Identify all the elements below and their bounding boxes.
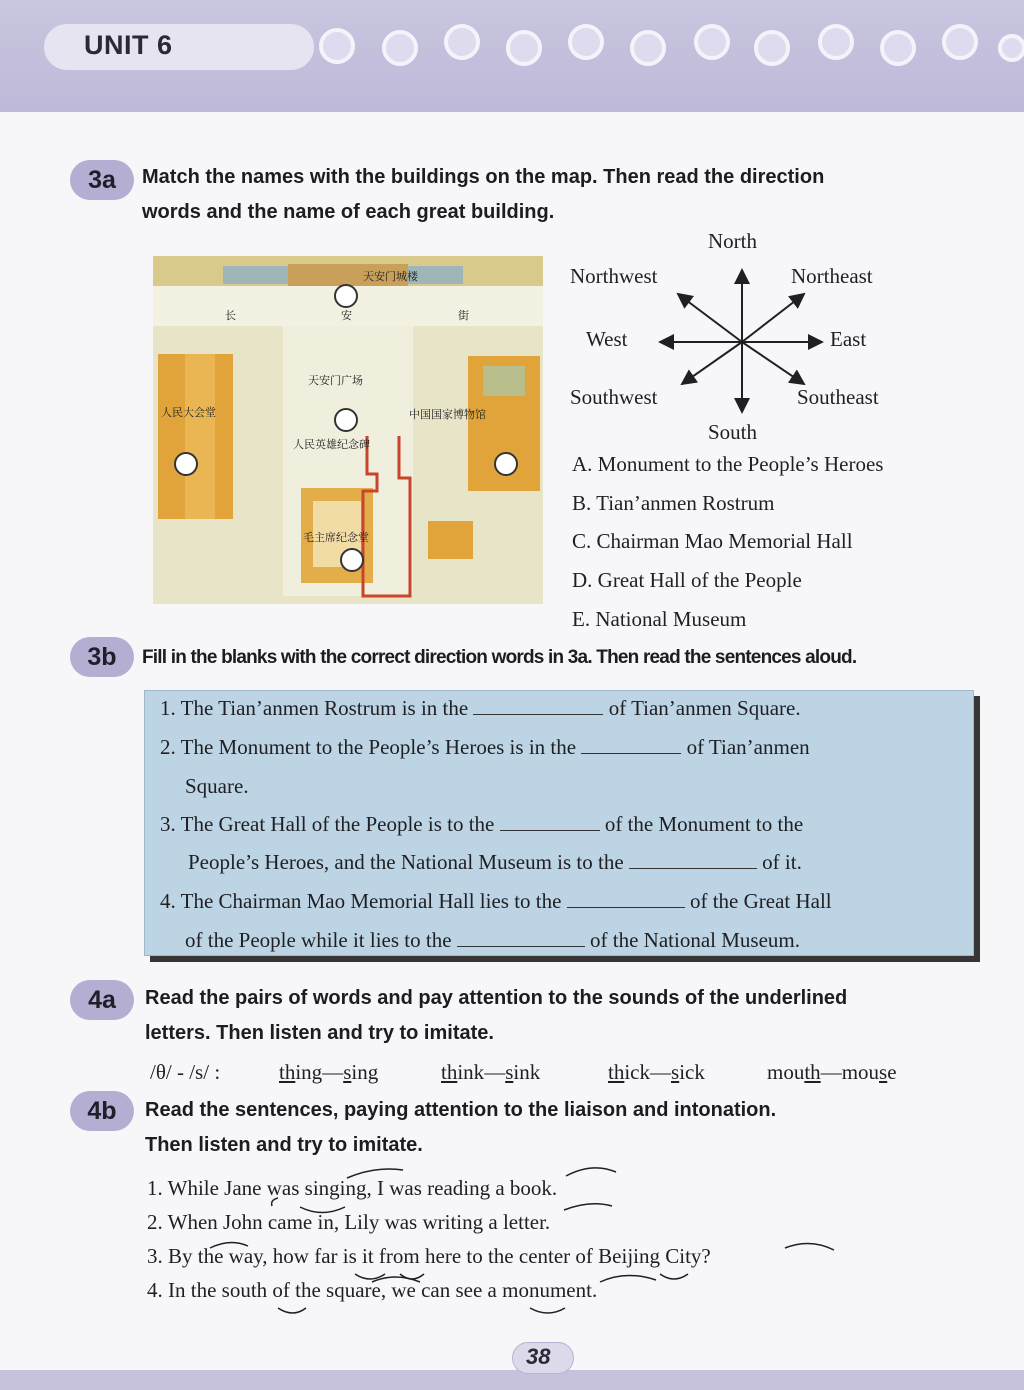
liaison-sentence-2: 2. When John came in, Lily was writing a letter.	[147, 1210, 551, 1234]
header-decorative-circles	[0, 0, 1024, 112]
instruction-4a-line1: Read the pairs of words and pay attention to the sounds of the underlined	[145, 987, 848, 1009]
compass-label-southwest: Southwest	[570, 385, 658, 409]
compass-label-south: South	[708, 420, 758, 444]
instruction-4a-line2: letters. Then listen and try to imitate.	[145, 1022, 494, 1044]
compass-label-north: North	[708, 229, 757, 253]
deco-circle	[321, 30, 353, 62]
sentence-3-continued	[188, 850, 802, 875]
phonetic-label: /θ/ - /s/ :	[150, 1060, 221, 1084]
footer-band	[0, 1370, 1024, 1390]
blank-6[interactable]	[457, 929, 585, 947]
deco-circle	[1000, 36, 1024, 60]
instruction-4b-line1: Read the sentences, paying attention to the liaison and intonation.	[145, 1099, 777, 1121]
compass-label-northeast: Northeast	[791, 264, 873, 288]
intonation-mark	[564, 1204, 612, 1210]
map-label-street-right: 街	[458, 309, 469, 322]
option-d: D. Great Hall of the People	[572, 568, 802, 592]
liaison-mark	[530, 1308, 565, 1313]
sentence-4-part-a: 4. The Chairman Mao Memorial Hall lies to the	[160, 889, 562, 913]
intonation-mark	[600, 1275, 656, 1282]
underlined-letters: th	[279, 1060, 296, 1084]
map-label-street-left: 长	[225, 309, 236, 322]
arrow-southeast	[742, 342, 804, 384]
answer-circle-great-hall	[175, 453, 197, 475]
instruction-4b-line2: Then listen and try to imitate.	[145, 1134, 423, 1156]
liaison-sentence-1: 1. While Jane was singing, I was reading a book.	[147, 1176, 558, 1200]
sentence-4-part-d: of the National Museum.	[590, 928, 800, 952]
option-c: C. Chairman Mao Memorial Hall	[572, 529, 853, 553]
section-badge-3a: 3a	[70, 160, 134, 200]
sentence-1-part-a: 1. The Tian’anmen Rostrum is in the	[160, 696, 469, 720]
liaison-mark	[660, 1274, 688, 1279]
underlined-letters: s	[343, 1060, 352, 1084]
deco-circle	[508, 32, 540, 64]
map-label-rostrum: 天安门城楼	[363, 270, 418, 283]
deco-circle	[696, 26, 728, 58]
pair-dash: —	[650, 1060, 671, 1084]
option-b: B. Tian’anmen Rostrum	[572, 491, 775, 515]
sentence-2	[160, 735, 810, 760]
sentence-3	[160, 812, 803, 837]
compass-label-southeast: Southeast	[797, 385, 879, 409]
underlined-letters: th	[608, 1060, 625, 1084]
deco-circle	[570, 26, 602, 58]
underlined-letters: th	[441, 1060, 458, 1084]
deco-circle	[820, 26, 852, 58]
sentence-4-continued	[185, 928, 800, 953]
deco-circle	[944, 26, 976, 58]
sentence-3-part-a: 3. The Great Hall of the People is to the	[160, 812, 495, 836]
answer-circle-memorial-hall	[341, 549, 363, 571]
intonation-mark	[785, 1243, 834, 1250]
word-rest: e	[887, 1060, 897, 1084]
sentence-2-part-a: 2. The Monument to the People’s Heroes is in the	[160, 735, 577, 759]
answer-circle-rostrum	[335, 285, 357, 307]
word-pair-2	[441, 1060, 540, 1085]
underlined-letters: s	[879, 1060, 888, 1084]
map-label-square: 天安门广场	[308, 374, 363, 387]
map-label-museum: 中国国家博物馆	[409, 408, 486, 421]
sentence-3-part-d: of it.	[762, 850, 802, 874]
word-rest: ick	[624, 1060, 650, 1084]
sentence-4	[160, 889, 832, 914]
word-rest: ing	[295, 1060, 323, 1084]
pair-dash: —	[484, 1060, 506, 1084]
map-label-great-hall: 人民大会堂	[161, 406, 216, 419]
liaison-mark	[278, 1308, 306, 1313]
sentence-2-continued: Square.	[185, 774, 249, 798]
option-a: A. Monument to the People’s Heroes	[572, 452, 884, 476]
map-label-memorial-hall: 毛主席纪念堂	[303, 531, 369, 544]
map-label-street-mid: 安	[341, 309, 352, 322]
compass-rose	[560, 222, 920, 452]
word-pair-3	[608, 1060, 705, 1085]
section-badge-3b: 3b	[70, 637, 134, 677]
blank-5[interactable]	[567, 890, 685, 908]
sentence-1-part-b: of Tian’anmen Square.	[608, 696, 801, 720]
sentence-2-part-b: of Tian’anmen	[686, 735, 810, 759]
section-badge-4a: 4a	[70, 980, 134, 1020]
sentence-4-part-c: of the People while it lies to the	[185, 928, 452, 952]
map-label-monument: 人民英雄纪念碑	[293, 438, 370, 451]
blank-3[interactable]	[500, 813, 600, 831]
sentence-4-part-b: of the Great Hall	[689, 889, 832, 913]
blank-2[interactable]	[581, 736, 681, 754]
compass-label-west: West	[586, 327, 628, 351]
underlined-letters: s	[671, 1060, 680, 1084]
great-hall-inner	[185, 354, 215, 519]
answer-circle-monument	[335, 409, 357, 431]
underlined-letters: th	[804, 1060, 821, 1084]
deco-circle	[446, 26, 478, 58]
sentence-1	[160, 696, 801, 721]
instruction-3b: Fill in the blanks with the correct direction words in 3a. Then read the sentences aloud.	[142, 647, 857, 668]
sentence-3-part-b: of the Monument to the	[604, 812, 804, 836]
sentence-3-part-c: People’s Heroes, and the National Museum is to the	[188, 850, 624, 874]
unit-title: UNIT 6	[84, 30, 173, 60]
liaison-sentence-4: 4. In the south of the square, we can see a monument.	[147, 1278, 598, 1302]
deco-circle	[384, 32, 416, 64]
compass-label-east: East	[830, 327, 867, 351]
intonation-mark	[566, 1168, 616, 1176]
deco-circle	[882, 32, 914, 64]
instruction-3a-line2: words and the name of each great building.	[142, 201, 555, 223]
arrow-southwest	[682, 342, 742, 384]
word-rest: ing	[351, 1060, 379, 1084]
word-rest: mou	[767, 1060, 805, 1084]
word-pair-1	[279, 1060, 378, 1085]
arrow-northwest	[678, 294, 742, 342]
option-e: E. National Museum	[572, 607, 747, 631]
deco-circle	[632, 32, 664, 64]
page-number: 38	[526, 1344, 551, 1369]
blank-1[interactable]	[473, 697, 603, 715]
liaison-sentence-3: 3. By the way, how far is it from here to the center of Beijing City?	[147, 1244, 711, 1268]
word-rest: ink	[513, 1060, 541, 1084]
section-badge-4b: 4b	[70, 1091, 134, 1131]
museum-courtyard	[483, 366, 525, 396]
word-pair-4	[767, 1060, 897, 1085]
tiananmen-map	[153, 256, 543, 604]
word-rest: ink	[457, 1060, 485, 1084]
word-rest: ick	[679, 1060, 705, 1084]
compass-label-northwest: Northwest	[570, 264, 658, 288]
pair-dash: —	[322, 1060, 344, 1084]
small-building	[428, 521, 473, 559]
answer-circle-museum	[495, 453, 517, 475]
blank-4[interactable]	[629, 851, 757, 869]
instruction-3a-line1: Match the names with the buildings on the map. Then read the direction	[142, 166, 825, 188]
word-rest: mou	[841, 1060, 880, 1084]
pair-dash: —	[820, 1060, 842, 1084]
underlined-letters: s	[505, 1060, 514, 1084]
deco-circle	[756, 32, 788, 64]
arrow-northeast	[742, 294, 804, 342]
